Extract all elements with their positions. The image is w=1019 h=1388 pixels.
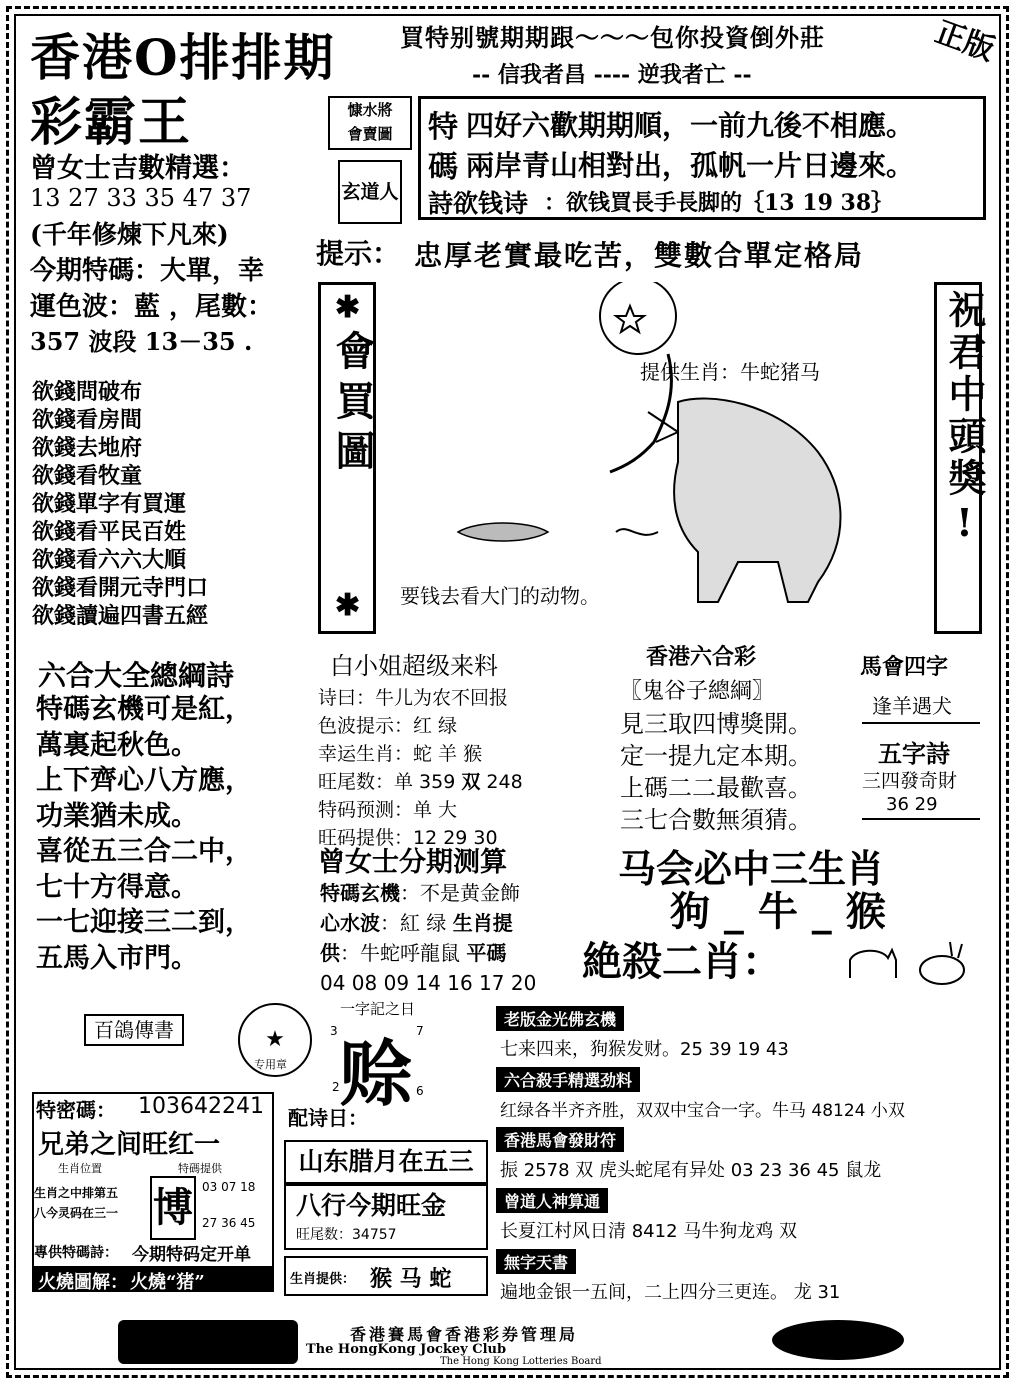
poem-line: 特碼玄機可是紅，: [36, 694, 252, 725]
one-char-poem-label: 配诗日：: [288, 1106, 368, 1130]
right-list: 老版金光佛玄機 七来四来，狗猴发财。25 39 19 43 六合殺手精選劲料 红绿各半齐齐胜，双双中宝合一字。牛马 48124 小双 香港馬會發財符 振 2578 双 虎头蛇尾有异处 03 23 36 45 鼠龙 曾道人神算通 长夏江村风日清 8412 马牛狗龙鸡 双 無字天書 遍地金银一五间，二上四分三更连。 龙 31: [496, 1006, 986, 1310]
tseng-line2: 運色波：藍 ，尾數：: [30, 292, 274, 322]
hk-six-sub: 〖鬼谷子總綱〗: [620, 679, 775, 704]
poem-line: 七十方得意。: [36, 871, 198, 903]
poem-line: 上下齊心八方應，: [36, 765, 252, 796]
three-zodiac-title: 马会必中三生肖: [618, 847, 885, 891]
secret-label: 特密碼：: [36, 1098, 116, 1122]
hint-text: 忠厚老實最吃苦，雙數合單定格局: [414, 239, 865, 272]
list-item: 欲錢看房間: [32, 407, 143, 433]
five-nums: 36 29: [886, 794, 938, 815]
five-text: 三四發奇財: [862, 770, 958, 792]
tseng-period-lines: 特碼玄機：不是黄金飾 心水波：紅 绿 生肖提 供：牛蛇呼龍鼠 平碼 04 08 09 14 16 17 20: [320, 881, 537, 995]
footer-logo-right: [772, 1320, 904, 1360]
poem-line: 一七迎接三二到，: [36, 907, 252, 938]
poem-line: 功業猶未成。: [36, 800, 198, 832]
special-label-1: 特: [428, 110, 458, 145]
header-motto: -- 信我者昌 ---- 逆我者亡 --: [472, 62, 752, 88]
list-item: 欲錢看牧童: [32, 463, 143, 489]
picture-left-label: 會買圖: [329, 330, 376, 480]
horse-four-text: 逢羊遇犬: [872, 694, 952, 718]
divider: [862, 818, 980, 820]
header-slogan: 買特别號期期跟～～～包你投資倒外莊: [400, 23, 825, 52]
want-money-list: [32, 378, 208, 630]
stamp-box-top: 慷水將 會賣圖: [328, 96, 412, 150]
pigeon-box: 百鴿傳書: [84, 1014, 184, 1046]
footer-title: 香港賽馬會香港彩券管理局: [350, 1325, 579, 1344]
masthead-title: 香港O排排期: [30, 28, 336, 87]
tseng-numbers: 13 27 33 35 47 37: [30, 184, 252, 212]
miss-bai-lines: 诗曰：牛儿为农不回报 色波提示：红 绿 幸运生肖：蛇 羊 猴 旺尾数：单 359 双 248 特码预测：单 大 旺码提供：12 29 30: [318, 687, 523, 849]
edition-badge: 正版: [930, 14, 999, 68]
poem-line: 五馬入市門。: [36, 942, 198, 974]
tseng-note: (千年修煉下凡來): [30, 220, 229, 249]
poem-line: 喜從五三合二中，: [36, 836, 252, 867]
shandong-line1: 山东腊月在五三: [284, 1140, 488, 1184]
list-item: 欲錢問破布: [32, 379, 143, 405]
footer-logo-left: [118, 1320, 298, 1364]
footer-en-2: The Hong Kong Lotteries Board: [440, 1356, 602, 1367]
divider: [862, 722, 980, 724]
list-item: 欲錢去地府: [32, 435, 143, 461]
secret-char: 博: [150, 1176, 196, 1240]
one-char-title: 一字記之日: [340, 1000, 416, 1018]
masthead-subtitle: 彩霸王: [30, 92, 193, 153]
stamp-box-bottom: 玄道人: [338, 160, 402, 224]
six-poem-title: 六合大全總綱詩: [38, 659, 235, 692]
picture-panel: [318, 282, 987, 636]
secret-banner: 兄弟之间旺红一: [38, 1130, 221, 1160]
list-item: 欲錢單字有買運: [32, 491, 187, 517]
seal-label: 专用章: [254, 1058, 287, 1071]
miss-bai-title: 白小姐超级来料: [330, 652, 498, 680]
tseng-title: 曾女士吉數精選：: [30, 153, 246, 184]
picture-right-label: 祝君中頭獎!: [942, 290, 987, 549]
picture-caption-top: 提供生肖：牛蛇猪马: [640, 360, 820, 384]
svg-text:★: ★: [265, 1027, 285, 1052]
shandong-line2: 八行今期旺金: [296, 1191, 447, 1220]
one-char: 赊: [340, 1031, 413, 1116]
kill-two-label: 絶殺二肖：: [582, 938, 782, 985]
special-label-2: 碼: [428, 150, 458, 185]
star-icon: ✱: [335, 290, 361, 325]
goat-rabbit-icons: [842, 940, 972, 990]
tseng-period-title: 曾女士分期测算: [318, 847, 507, 878]
hk-six-lines: 見三取四博獎開。 定一提九定本期。 上碼二二最歡喜。 三七合數無須猜。: [620, 710, 812, 834]
footer-en-1: The HongKong Jockey Club: [306, 1342, 507, 1357]
star-icon: ✱: [335, 588, 361, 623]
hk-six-title: 香港六合彩: [646, 644, 757, 670]
five-title: 五字詩: [878, 739, 950, 768]
list-item: 欲錢讀遍四書五經: [32, 603, 209, 629]
shandong-tail: 旺尾数：34757: [296, 1227, 397, 1243]
tseng-line1: 今期特碼：大單，幸: [30, 256, 265, 286]
special-line-3: ：欲钱買長手長脚的｛13 19 38｝: [544, 190, 894, 216]
tseng-line3: 357 波段 13－35 .: [30, 327, 253, 356]
horse-four-title: 馬會四字: [860, 654, 949, 680]
hint-label: 提示：: [316, 237, 401, 270]
secret-code: 103642241: [138, 1094, 264, 1119]
list-item: 欲錢看平民百姓: [32, 519, 187, 545]
picture-caption-bottom: 要钱去看大门的动物。: [400, 584, 600, 608]
six-poem-lines: [36, 692, 252, 976]
three-zodiac-text: 狗 _ 牛 _ 猴: [670, 888, 886, 935]
list-item: 欲錢看六六大順: [32, 547, 187, 573]
special-line-2: 兩岸青山相對出，孤帆一片日邊來。: [466, 149, 915, 182]
special-line-1: 四好六歡期期順，一前九後不相應。: [466, 109, 915, 142]
special-label-3: 詩欲钱诗: [428, 189, 529, 218]
poem-line: 萬裏起秋色。: [36, 729, 198, 761]
list-item: 欲錢看開元寺門口: [32, 575, 209, 601]
